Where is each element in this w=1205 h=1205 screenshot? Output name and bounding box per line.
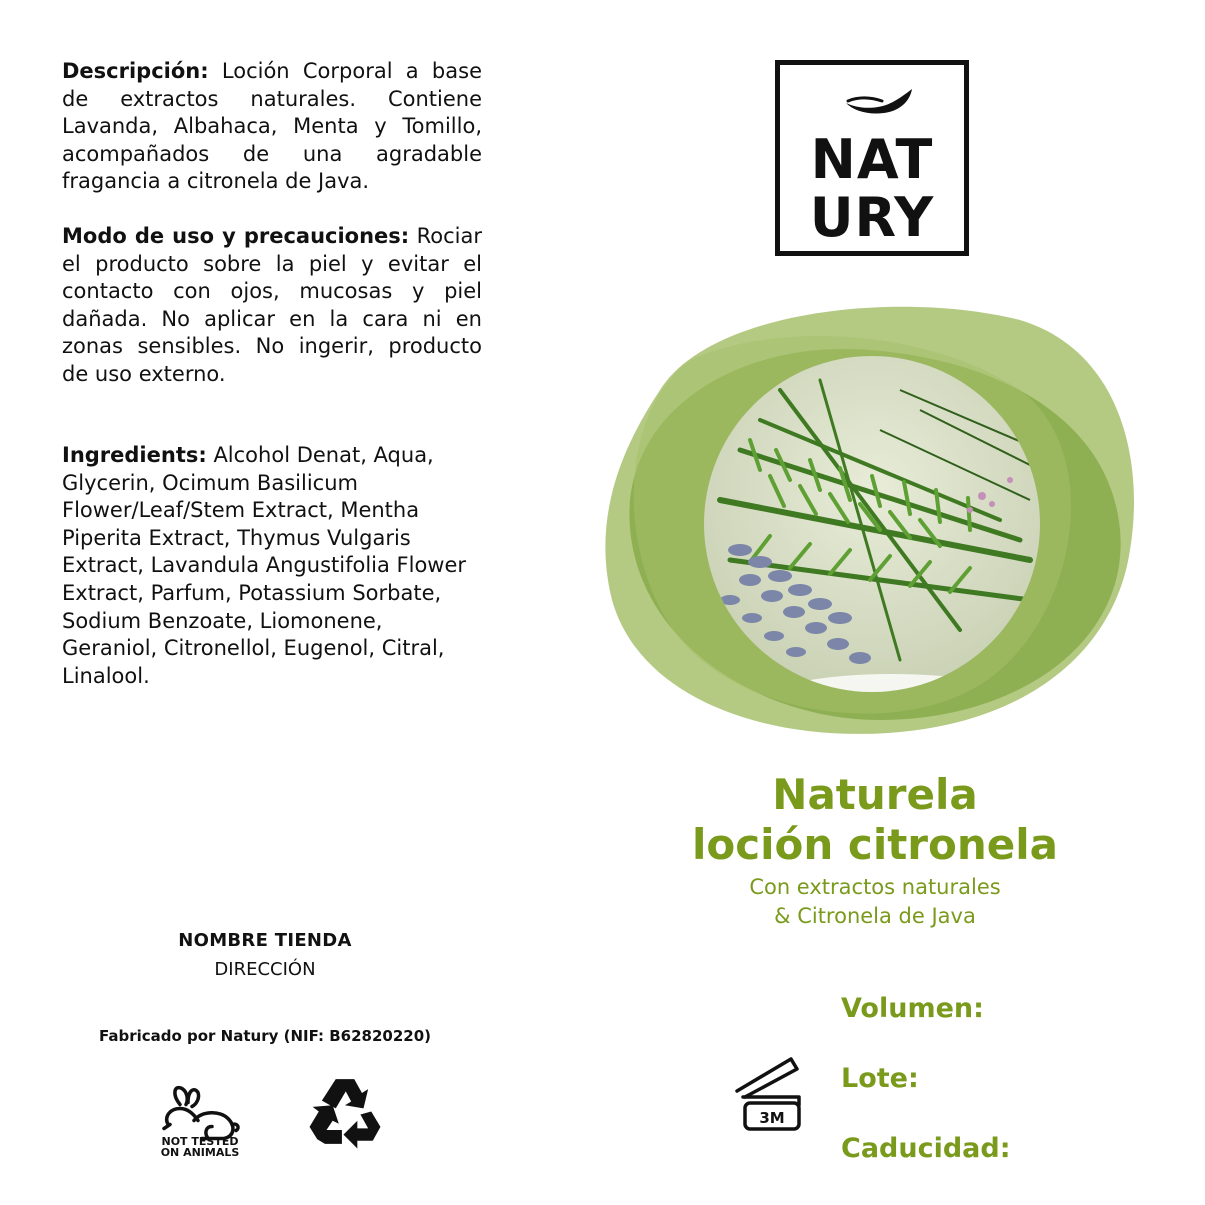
herbs-hero-graphic	[600, 300, 1140, 740]
ingredients-text: Alcohol Denat, Aqua, Glycerin, Ocimum Basilicum Flower/Leaf/Stem Extract, Mentha Piperita Extract, Thymus Vulgaris Extract, Lavandula Angustifolia Flower Extract, Parfum, Potassium Sorbate, Sodium Benzoate, Liomonene, Geraniol, Citronellol, Eugenol, Citral, Linalool.	[62, 443, 467, 688]
description-label: Descripción:	[62, 59, 209, 83]
not-tested-line1: NOT TESTED	[161, 1135, 239, 1148]
description-paragraph	[62, 58, 482, 196]
product-title-line1: Naturela	[772, 770, 978, 819]
batch-label: Lote:	[841, 1063, 919, 1094]
store-block	[140, 930, 390, 980]
volume-label: Volumen:	[841, 993, 984, 1024]
product-subtitle	[640, 873, 1110, 931]
product-subtitle-line2: & Citronela de Java	[774, 904, 976, 928]
usage-paragraph	[62, 223, 482, 389]
expiry-label: Caducidad:	[841, 1133, 1011, 1164]
leaf-icon	[844, 87, 914, 115]
store-address: DIRECCIÓN	[214, 959, 316, 980]
logo-text-line2: URY	[809, 186, 935, 249]
open-jar-icon	[733, 1053, 807, 1133]
product-title	[620, 770, 1130, 870]
not-tested-label	[150, 1136, 250, 1158]
ingredients-label: Ingredients:	[62, 443, 207, 467]
usage-text: Rociar el producto sobre la piel y evitar el contacto con ojos, mucosas y piel dañada. No aplicar en la cara ni en zonas sensibles. No ingerir, producto de uso externo.	[62, 224, 482, 386]
ingredients-paragraph	[62, 442, 482, 690]
pao-label: 3M	[759, 1109, 785, 1127]
store-name: NOMBRE TIENDA	[178, 930, 352, 951]
natury-logo	[775, 60, 969, 256]
product-title-line2: loción citronela	[692, 820, 1058, 869]
logo-text-line1: NAT	[810, 128, 934, 191]
description-text: Loción Corporal a base de extractos naturales. Contiene Lavanda, Albahaca, Menta y Tomillo, acompañados de una agradable fragancia a citronela de Java.	[62, 59, 482, 194]
manufacturer-line: Fabricado por Natury (NIF: B62820220)	[98, 1027, 432, 1045]
product-subtitle-line1: Con extractos naturales	[749, 875, 1001, 899]
recycle-icon	[306, 1076, 384, 1150]
not-tested-line2: ON ANIMALS	[160, 1146, 240, 1159]
usage-label: Modo de uso y precauciones:	[62, 224, 410, 248]
